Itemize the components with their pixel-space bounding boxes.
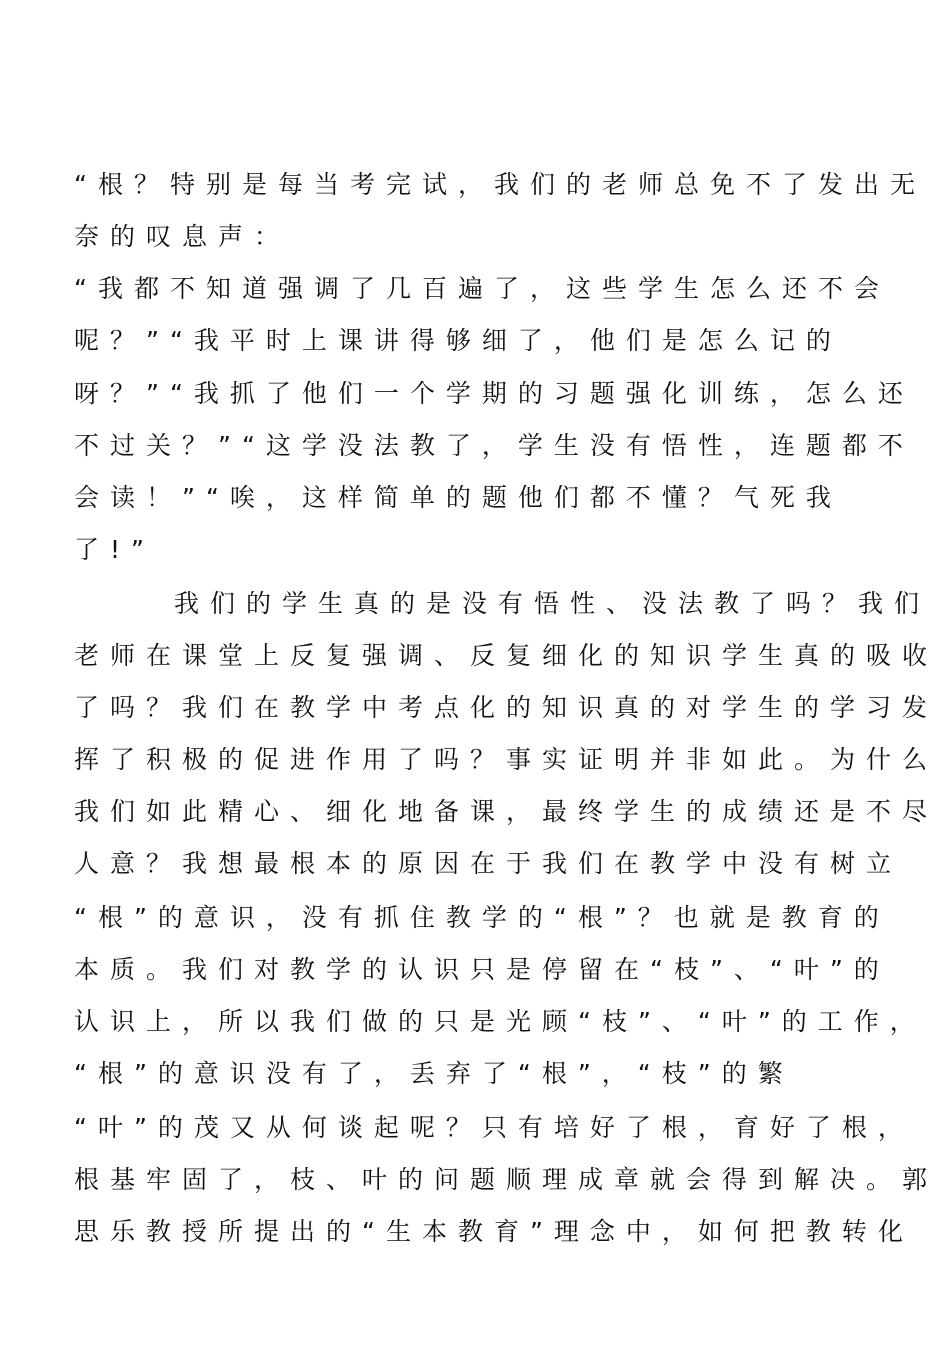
text-line: 了!” [74,535,155,564]
text-line: 呀？”“我抓了他们一个学期的习题强化训练，怎么还 [74,379,914,408]
text-line: 我们如此精心、细化地备课，最终学生的成绩还是不尽 [74,797,939,826]
text-line: 人意？我想最根本的原因在于我们在教学中没有树立 [74,849,903,878]
text-line: “根？特别是每当考完试，我们的老师总免不了发出无 [74,170,926,199]
paragraph-first-line: 我们的学生真的是没有悟性、没法教了吗？我们 [174,589,931,618]
text-line: “叶”的茂又从何谈起呢？只有培好了根，育好了根， [74,1113,914,1142]
text-line: 思乐教授所提出的“生本教育”理念中，如何把教转化 [74,1217,914,1246]
text-line: 认识上，所以我们做的只是光顾“枝”、“叶”的工作， [74,1007,926,1036]
text-line: 会读！”“唉，这样简单的题他们都不懂？气死我 [74,483,842,512]
text-line: 根基牢固了，枝、叶的问题顺理成章就会得到解决。郭 [74,1165,939,1194]
text-line: “根”的意识，没有抓住教学的“根”？也就是教育的 [74,903,890,932]
text-line: 老师在课堂上反复强调、反复细化的知识学生真的吸收 [74,641,939,670]
text-line: 挥了积极的促进作用了吗？事实证明并非如此。为什么 [74,745,939,774]
text-line: 呢？”“我平时上课讲得够细了，他们是怎么记的 [74,326,842,355]
text-line: 了吗？我们在教学中考点化的知识真的对学生的学习发 [74,693,939,722]
text-line: 不过关？”“这学没法教了，学生没有悟性，连题都不 [74,431,914,460]
text-line: 本质。我们对教学的认识只是停留在“枝”、“叶”的 [74,955,890,984]
text-line: 奈的叹息声： [74,222,291,251]
text-line: “我都不知道强调了几百遍了，这些学生怎么还不会 [74,274,890,303]
text-line: “根”的意识没有了，丢弃了“根”，“枝”的繁 [74,1059,794,1088]
